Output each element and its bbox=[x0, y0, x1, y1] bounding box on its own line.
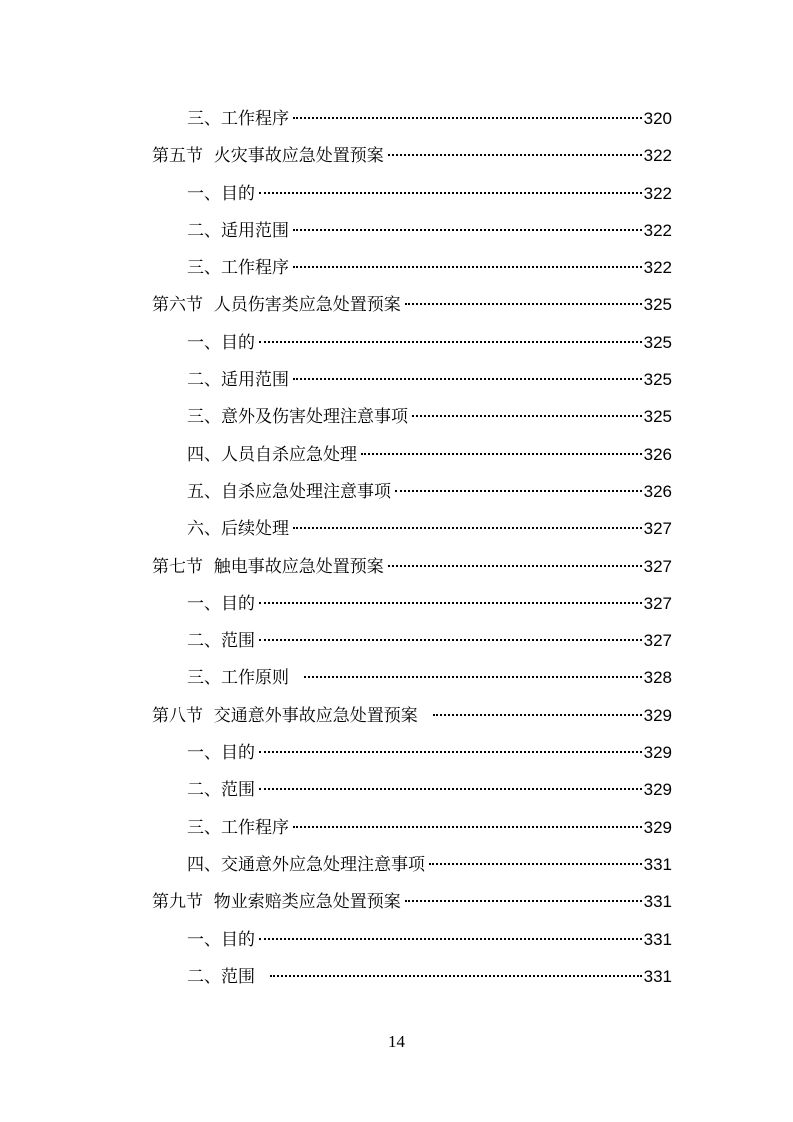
toc-item-row[interactable] bbox=[152, 734, 672, 771]
toc-item-row[interactable] bbox=[152, 510, 672, 547]
toc-item-row[interactable] bbox=[152, 212, 672, 249]
toc-dot-leader bbox=[304, 676, 642, 678]
toc-entry-page: 325 bbox=[643, 332, 672, 352]
toc-dot-leader bbox=[429, 863, 642, 865]
toc-item-row[interactable] bbox=[152, 361, 672, 398]
toc-item-row[interactable] bbox=[152, 249, 672, 286]
toc-dot-leader bbox=[388, 154, 642, 156]
toc-item-row[interactable] bbox=[152, 436, 672, 473]
toc-entry-page: 329 bbox=[643, 743, 672, 763]
toc-entry-label: 六、后续处理 bbox=[187, 519, 289, 540]
toc-dot-leader bbox=[259, 602, 642, 604]
toc-entry-page: 331 bbox=[643, 854, 672, 874]
toc-entry-label: 三、工作原则 bbox=[187, 668, 300, 689]
toc-dot-leader bbox=[433, 714, 642, 716]
toc-entry-page: 322 bbox=[643, 146, 672, 166]
toc-entry-page: 329 bbox=[643, 705, 672, 725]
toc-entry-label: 第六节 人员伤害类应急处置预案 bbox=[152, 295, 401, 316]
toc-entry-label: 二、适用范围 bbox=[187, 370, 289, 391]
toc-entry-label: 二、适用范围 bbox=[187, 220, 289, 241]
toc-dot-leader bbox=[361, 453, 642, 455]
toc-entry-label: 三、工作程序 bbox=[187, 109, 289, 129]
toc-entry-label: 四、人员自杀应急处理 bbox=[187, 444, 357, 465]
toc-dot-leader bbox=[259, 341, 642, 343]
toc-item-row[interactable] bbox=[152, 622, 672, 659]
toc-entry-label: 三、工作程序 bbox=[187, 258, 289, 279]
toc-dot-leader bbox=[405, 900, 642, 902]
toc-item-row[interactable] bbox=[152, 175, 672, 212]
toc-entry-page: 326 bbox=[643, 481, 672, 501]
toc-entry-label: 一、目的 bbox=[187, 593, 255, 614]
toc-dot-leader bbox=[259, 788, 642, 790]
toc-dot-leader bbox=[259, 751, 642, 753]
toc-entry-page: 331 bbox=[643, 929, 672, 949]
toc-entry-label: 三、意外及伤害处理注意事项 bbox=[187, 407, 408, 428]
toc-entry-page: 325 bbox=[643, 407, 672, 427]
toc-entry-page: 327 bbox=[643, 631, 672, 651]
toc-dot-leader bbox=[259, 938, 642, 940]
toc-dot-leader bbox=[293, 527, 642, 529]
toc-entry-label: 第九节 物业索赔类应急处置预案 bbox=[152, 892, 401, 913]
toc-entry-label: 五、自杀应急处理注意事项 bbox=[187, 481, 391, 502]
toc-section-row[interactable] bbox=[152, 137, 672, 174]
toc-section-row[interactable] bbox=[152, 286, 672, 323]
toc-entry-label: 一、目的 bbox=[187, 183, 255, 204]
toc-item-row[interactable] bbox=[152, 809, 672, 846]
toc-dot-leader bbox=[293, 826, 642, 828]
toc-entry-page: 325 bbox=[643, 370, 672, 390]
toc-entry-label: 一、目的 bbox=[187, 332, 255, 353]
toc-dot-leader bbox=[270, 975, 642, 977]
toc-entry-page: 331 bbox=[643, 966, 672, 986]
toc-section-row[interactable] bbox=[152, 883, 672, 920]
toc-item-row[interactable] bbox=[152, 585, 672, 622]
table-of-contents bbox=[152, 100, 672, 995]
toc-entry-label: 第七节 触电事故应急处置预案 bbox=[152, 556, 384, 577]
toc-item-row[interactable] bbox=[152, 958, 672, 995]
toc-entry-page: 322 bbox=[643, 220, 672, 240]
toc-entry-label: 四、交通意外应急处理注意事项 bbox=[187, 854, 425, 875]
toc-entry-label: 二、范围 bbox=[187, 780, 255, 801]
toc-section-row[interactable] bbox=[152, 548, 672, 585]
toc-entry-label: 第五节 火灾事故应急处置预案 bbox=[152, 146, 384, 167]
toc-entry-page: 327 bbox=[643, 593, 672, 613]
toc-entry-label: 二、范围 bbox=[187, 966, 266, 987]
toc-entry-page: 325 bbox=[643, 295, 672, 315]
toc-item-row[interactable] bbox=[152, 398, 672, 435]
toc-item-row[interactable] bbox=[152, 921, 672, 958]
toc-entry-label: 第八节 交通意外事故应急处置预案 bbox=[152, 705, 429, 726]
toc-item-row[interactable] bbox=[152, 659, 672, 696]
toc-entry-page: 327 bbox=[643, 519, 672, 539]
toc-dot-leader bbox=[395, 490, 642, 492]
toc-entry-label: 一、目的 bbox=[187, 929, 255, 950]
toc-entry-page: 326 bbox=[643, 444, 672, 464]
toc-entry-page: 320 bbox=[643, 109, 672, 128]
toc-entry-page: 329 bbox=[643, 817, 672, 837]
toc-dot-leader bbox=[259, 639, 642, 641]
toc-item-row[interactable] bbox=[152, 100, 672, 137]
toc-dot-leader bbox=[293, 117, 642, 119]
toc-dot-leader bbox=[388, 565, 642, 567]
toc-dot-leader bbox=[405, 303, 642, 305]
toc-entry-page: 322 bbox=[643, 183, 672, 203]
toc-entry-label: 三、工作程序 bbox=[187, 817, 289, 838]
toc-entry-page: 328 bbox=[643, 668, 672, 688]
toc-entry-page: 322 bbox=[643, 258, 672, 278]
toc-entry-label: 一、目的 bbox=[187, 743, 255, 764]
toc-dot-leader bbox=[412, 415, 642, 417]
toc-item-row[interactable] bbox=[152, 324, 672, 361]
toc-entry-page: 329 bbox=[643, 780, 672, 800]
toc-entry-page: 327 bbox=[643, 556, 672, 576]
toc-dot-leader bbox=[293, 229, 642, 231]
toc-section-row[interactable] bbox=[152, 697, 672, 734]
toc-item-row[interactable] bbox=[152, 473, 672, 510]
page-number: 14 bbox=[388, 1032, 405, 1051]
toc-dot-leader bbox=[293, 266, 642, 268]
toc-entry-page: 331 bbox=[643, 892, 672, 912]
toc-dot-leader bbox=[259, 192, 642, 194]
toc-item-row[interactable] bbox=[152, 771, 672, 808]
toc-entry-label: 二、范围 bbox=[187, 631, 255, 652]
toc-item-row[interactable] bbox=[152, 846, 672, 883]
toc-dot-leader bbox=[293, 378, 642, 380]
